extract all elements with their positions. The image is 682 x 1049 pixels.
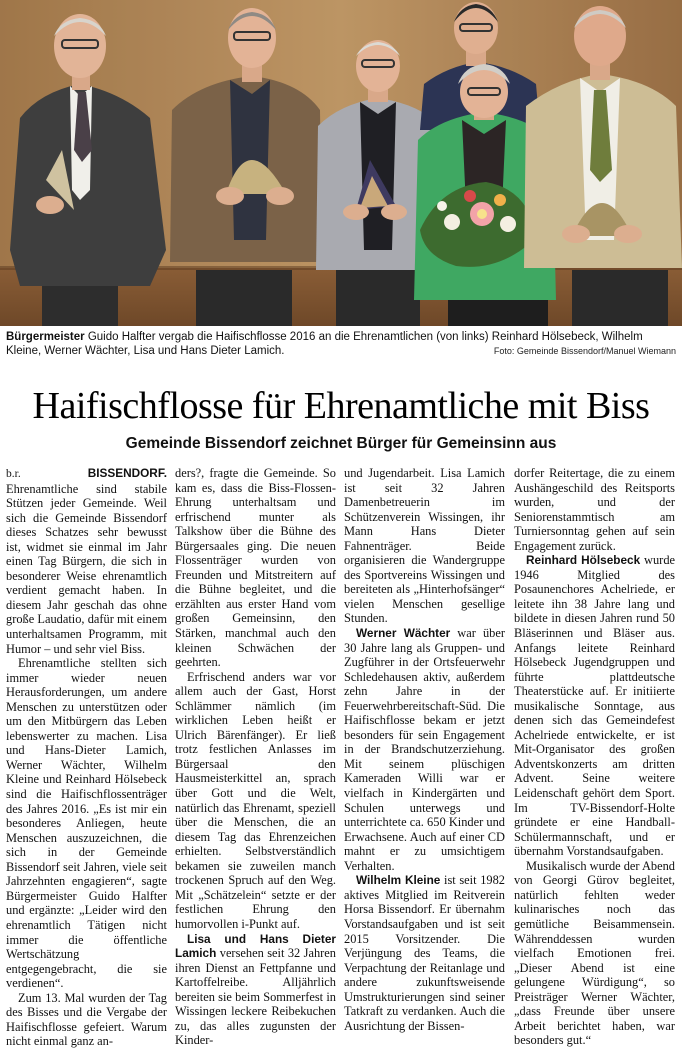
paragraph: Ehrenamtliche stellten sich immer wieder neuen Herausforderungen, um andere Menschen zu unterstützen oder um den Mitbürgern das Leben lebenswerter zu machen. Lisa und Hans-Dieter Lamich, Werner Wächter, Wilhelm Kleine und Reinhard Hölsebeck sind die Haifischflossenträger des Jahres 2016. „Es ist mir ein besonderes Anliegen, heute Menschen auszuzeichnen, die sich in der Gemeinde Bissendorf seit Jahren, viele seit Jahrzehnten engagieren“, sagte Bürgermeister Guido Halfter und ergänzte: „Leider wird den ehrenamtlich Tätigen nicht immer die öffentliche Wertschätzung entgegengebracht, die sie verdienen“. [6,656,167,991]
caption-lead: Bürgermeister [6,331,85,343]
article-column-3 [344,466,505,1033]
headline: Haifischflosse für Ehrenamtliche mit Biss [32,385,650,427]
paragraph: ders?, fragte die Gemeinde. So kam es, dass die Biss-Flossen-Ehrung unterhaltsam und erfrischend munter als Talkshow über die Bühne des Bürgersaales ging. Die neuen Flossenträger wurden von Freunden und Mitstreitern auf die Bühne begleitet, und die erzählten aus erster Hand vom großen Gemeinsinn, den Stärken, manchmal auch den kleinen Schwächen der geehrten. [175,466,336,670]
paragraph: und Jugendarbeit. Lisa Lamich ist seit 32 Jahren Damenbetreuerin im Schützenverein Wissingen, ihr Mann Hans Dieter Fahnenträger. Beide organisieren die Wandergruppe des Sportvereins Wissingen und bereiteten als „Hinterhofsänger“ vielen Menschen gesellige Stunden. [344,466,505,626]
paragraph [6,466,167,656]
paragraph-text: ist seit 1982 aktives Mitglied im Reitverein Horsa Bissendorf. Er übernahm Vorstandsaufgaben und ist seit 2015 Vorsitzender. Die Verjüngung des Teams, die Verpachtung der Reitanlage und andere zukunftsweisende Umstrukturierungen sind seiner Tatkraft zu verdanken. Auch die Ausrichtung der Bissen- [344,873,505,1033]
paragraph: dorfer Reitertage, die zu einem Aushängeschild des Reitsports wurden, und der Seniorenstammtisch am Turniersonntag gehen auf sein Engagement zurück. [514,466,675,553]
dateline: BISSENDORF. [87,466,167,480]
paragraph [344,626,505,873]
photo-credit: Foto: Gemeinde Bissendorf/Manuel Wiemann [493,346,676,356]
name-lead: Lisa und Hans Dieter Lamich [175,931,336,961]
paragraph: Zum 13. Mal wurden der Tag des Bisses und die Vergabe der Haifischflosse gefeiert. Warum nicht einmal ganz an- [6,990,167,1049]
paragraph-text: versehen seit 32 Jahren ihren Dienst an Fettpfanne und Kartoffelreibe. Alljährlich bereiten sie beim Sommerfest in Wissingen leckere Reibekuchen zu, das alles zugunsten der Kinder- [175,946,336,1048]
article-column-2 [175,466,336,1048]
group-photo-illustration [0,0,682,326]
paragraph [344,873,505,1033]
author-initials: b.r. [6,468,21,480]
name-lead: Wilhelm Kleine [356,873,441,888]
article-column-4 [514,466,675,1048]
caption-text: Guido Halfter vergab die Haifischflosse 2016 an die Ehrenamtlichen (von links) Reinhard Hölsebeck, Wilhelm Kleine, Werner Wächter, Lisa und Hans Dieter Lamich. [6,331,643,357]
paragraph-text: war über 30 Jahre lang als Gruppen- und Zugführer in der Ortsfeuerwehr Schledehausen aktiv, außerdem zehn Jahre in der Feuerwehrbereitschaft-Süd. Die Haifischflosse bekam er jetzt besonders für sein Engagement in der Brandschutzerziehung. Mit seinem plüschigen Kameraden Willi war er vielfach in Kindergärten und Schulen unterwegs und unterrichtete ca. 650 Kinder und Erwachsene. Auch auf einer CD mahnt er zu umsichtigem Verhalten. [344,626,505,873]
paragraph-text: wurde 1946 Mitglied des Posaunenchores Achelriede, er leitete ihn 38 Jahre lang und bildete in diesen Jahren rund 50 Bläserinnen und Bläser aus. Anfangs leitete Reinhard Hölsebeck Jugendgruppen und führte plattdeutsche Theaterstücke auf. Er initiierte musikalische Sonntage, aus denen sich das Gemeindefest Achelriede entwickelte, er ist Mit-Organisator des großen Adventskonzerts am dritten Advent. Seine weitere Leidenschaft gehört dem Sport. Im TV-Bissendorf-Holte gründete er eine Handball-Schülermannschaft, und er übernahm Vorstandsaufgaben. [514,553,676,859]
paragraph [175,932,336,1048]
name-lead: Reinhard Hölsebeck [526,553,641,568]
paragraph-text: Ehrenamtliche sind stabile Stützen jeder Gemeinde. Weil sich die Gemeinde Bissendorf dieses Schatzes sehr bewusst ist, widmet sie einmal im Jahr einen Tag Bürgern, die sich in besonderer Weise ehrenamtlich verdient gemacht haben. In diesem Jahr geschah das ohne große Laudatio, dafür mit einem unterhaltsamen Programm, mit Humor – und sehr viel Biss. [6,481,167,656]
subheadline: Gemeinde Bissendorf zeichnet Bürger für Gemeinsinn aus [125,435,557,452]
group-photo [0,0,682,326]
article-column-1 [6,466,167,1049]
name-lead: Werner Wächter [356,626,451,641]
paragraph [514,553,675,858]
paragraph: Musikalisch wurde der Abend von Georgi Gürov begleitet, natürlich fehlten weder kulinarisches noch das gemütliche Beisammensein. Währenddessen wurden vielfach Emotionen frei. „Dieser Abend ist eine gelungene Würdigung“, so Preisträger Werner Wächter, „dass Freunde über unsere Arbeit berichtet haben, war besonders gut.“ [514,858,676,1048]
paragraph: Erfrischend anders war vor allem auch der Gast, Horst Schlämmer nämlich (im wirklichen Leben heißt er Ulrich Bärenfänger). Er ließ trotz festlichen Anlasses im Bürgersaal den Hausmeisterkittel an, sprach über Gott und die Welt, natürlich das Ehrenamt, speziell über die Menschen, die an diesem Tag das Ehrenzeichen erhielten. Selbstverständlich bekamen sie zuweilen manch trockenen Spruch auf den Weg. Mit „Schätzelein“ setzte er der festlichen Ehrung den humorvollen i-Punkt auf. [175,669,336,931]
